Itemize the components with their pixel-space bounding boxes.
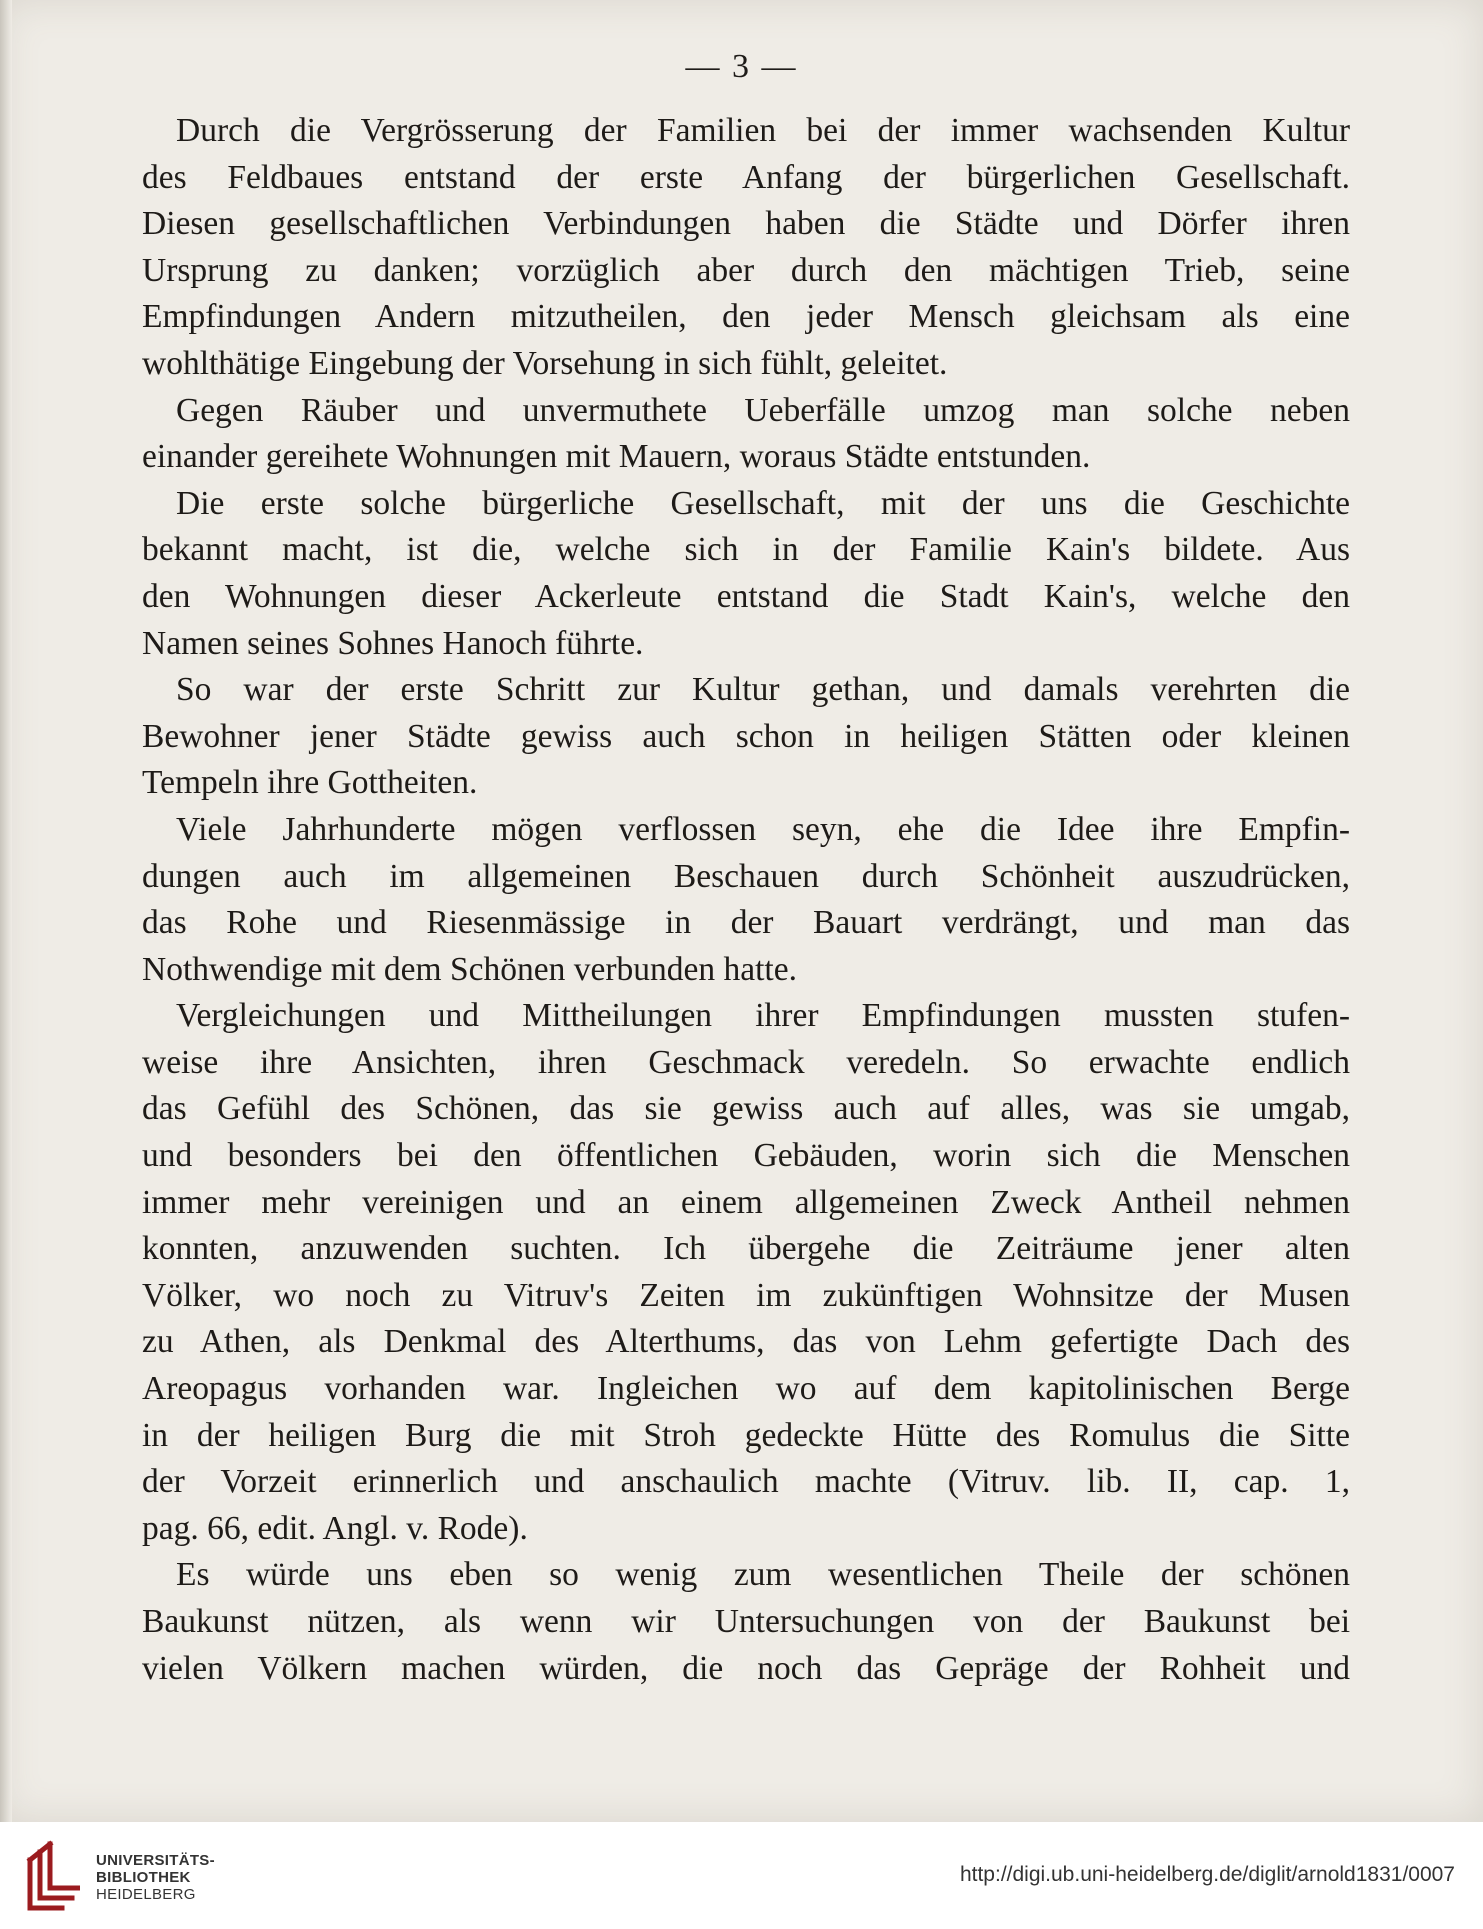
text-line: Bewohner jener Städte gewiss auch schon in heiligen Stätten oder kleinen (142, 717, 1350, 755)
text-line: des Feldbaues entstand der erste Anfang der bürgerlichen Gesellschaft. (142, 158, 1350, 196)
text-line: Viele Jahrhunderte mögen verflossen seyn, ehe die Idee ihre Empfin- (176, 810, 1350, 848)
text-line: Nothwendige mit dem Schönen verbunden hatte. (142, 950, 797, 988)
page-number: — 3 — (685, 48, 798, 85)
text-line: immer mehr vereinigen und an einem allgemeinen Zweck Antheil nehmen (142, 1183, 1350, 1221)
text-line: Vergleichungen und Mittheilungen ihrer Empfindungen mussten stufen- (176, 997, 1350, 1035)
text-line: zu Athen, als Denkmal des Alterthums, das von Lehm gefertigte Dach des (142, 1323, 1350, 1361)
body-text (142, 108, 1350, 1692)
text-line: Gegen Räuber und unvermuthete Ueberfälle umzog man solche neben (176, 391, 1350, 429)
library-name (96, 1852, 215, 1903)
page-fold-shadow (0, 0, 12, 1822)
library-name-line2: BIBLIOTHEK (96, 1869, 191, 1886)
text-line: Es würde uns eben so wenig zum wesentlichen Theile der schönen (176, 1556, 1350, 1594)
text-line: einander gereihete Wohnungen mit Mauern, woraus Städte entstunden. (142, 438, 1091, 476)
text-line: das Rohe und Riesenmässige in der Bauart verdrängt, und man das (142, 904, 1350, 942)
library-name-line3: HEIDELBERG (96, 1886, 196, 1903)
text-line: das Gefühl des Schönen, das sie gewiss auch auf alles, was sie umgab, (142, 1090, 1350, 1128)
library-name-line1: UNIVERSITÄTS- (96, 1852, 215, 1869)
text-line: Namen seines Sohnes Hanoch führte. (142, 624, 644, 662)
text-line: und besonders bei den öffentlichen Gebäuden, worin sich die Menschen (142, 1137, 1350, 1175)
text-line: wohlthätige Eingebung der Vorsehung in sich fühlt, geleitet. (142, 344, 948, 382)
text-line: dungen auch im allgemeinen Beschauen durch Schönheit auszudrücken, (142, 857, 1350, 895)
text-line: bekannt macht, ist die, welche sich in der Familie Kain's bildete. Aus (142, 531, 1350, 569)
text-line: So war der erste Schritt zur Kultur gethan, und damals verehrten die (176, 671, 1350, 709)
text-line: Empfindungen Andern mitzutheilen, den jeder Mensch gleichsam als eine (142, 298, 1350, 336)
library-logo-icon (22, 1838, 80, 1912)
text-line: Diesen gesellschaftlichen Verbindungen haben die Städte und Dörfer ihren (142, 205, 1350, 243)
text-line: weise ihre Ansichten, ihren Geschmack veredeln. So erwachte endlich (142, 1043, 1350, 1081)
text-line: konnten, anzuwenden suchten. Ich übergehe die Zeiträume jener alten (142, 1230, 1350, 1268)
source-url-link[interactable]: http://digi.ub.uni-heidelberg.de/diglit/arnold1831/0007 (959, 1863, 1455, 1886)
text-line: vielen Völkern machen würden, die noch das Gepräge der Rohheit und (142, 1649, 1350, 1687)
text-line: Ursprung zu danken; vorzüglich aber durch den mächtigen Trieb, seine (142, 251, 1350, 289)
text-line: Völker, wo noch zu Vitruv's Zeiten im zukünftigen Wohnsitze der Musen (142, 1276, 1350, 1314)
text-line: Areopagus vorhanden war. Ingleichen wo auf dem kapitolinischen Berge (142, 1370, 1350, 1408)
text-line: pag. 66, edit. Angl. v. Rode). (142, 1509, 528, 1547)
text-line: Baukunst nützen, als wenn wir Untersuchungen von der Baukunst bei (142, 1603, 1350, 1640)
text-line: in der heiligen Burg die mit Stroh gedeckte Hütte des Romulus die Sitte (142, 1416, 1350, 1454)
text-line: der Vorzeit erinnerlich und anschaulich machte (Vitruv. lib. II, cap. 1, (142, 1463, 1350, 1501)
text-line: Die erste solche bürgerliche Gesellschaft, mit der uns die Geschichte (176, 484, 1350, 522)
footer-bar (0, 1822, 1483, 1929)
text-line: den Wohnungen dieser Ackerleute entstand die Stadt Kain's, welche den (142, 577, 1350, 615)
text-line: Durch die Vergrösserung der Familien bei der immer wachsenden Kultur (176, 112, 1350, 149)
text-line: Tempeln ihre Gottheiten. (142, 764, 478, 802)
